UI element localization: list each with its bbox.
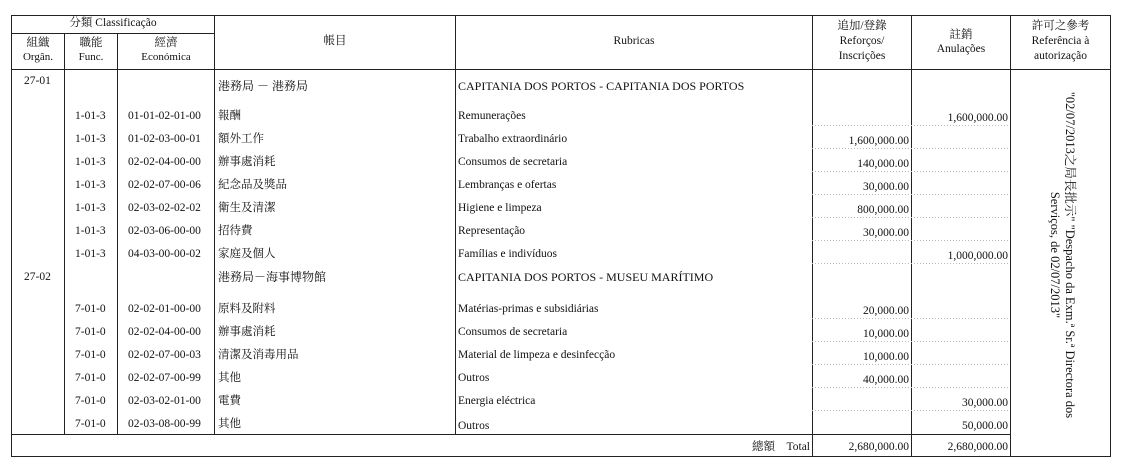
- row-0-zh: 港務局 － 港務局: [218, 79, 309, 93]
- row-10-plus: 10,000.00: [863, 328, 909, 340]
- row-3-econ: 02-02-04-00-00: [128, 156, 201, 168]
- row-5-zh: 衛生及清潔: [218, 202, 276, 214]
- header-org: 組織: [26, 37, 50, 49]
- header-org-sub: Orgân.: [22, 51, 54, 63]
- header-econ-sub: Económica: [141, 51, 191, 63]
- row-11-zh: 清潔及消毒用品: [218, 349, 299, 361]
- header-annul-sub: Anulações: [936, 43, 986, 55]
- row-6-plus: 30,000.00: [863, 227, 909, 239]
- row-2-pt: Trabalho extraordinário: [458, 133, 568, 145]
- row-7-zh: 家庭及個人: [218, 248, 276, 260]
- header-reinforce-sub1: Reforços/: [839, 35, 885, 47]
- row-3-zh: 辦事處消耗: [218, 156, 276, 168]
- row-12-func: 7-01-0: [75, 372, 106, 384]
- row-6-pt: Representação: [458, 225, 526, 237]
- row-14-zh: 其他: [218, 418, 241, 430]
- row-9-econ: 02-02-01-00-00: [128, 303, 201, 315]
- row-0-org: 27-01: [24, 75, 51, 87]
- total-plus: 2,680,000.00: [848, 441, 909, 453]
- row-8-zh: 港務局－海事博物館: [218, 270, 327, 284]
- row-4-zh: 紀念品及獎品: [218, 179, 287, 191]
- header-func-sub: Func.: [78, 51, 104, 63]
- row-3-pt: Consumos de secretaria: [458, 156, 568, 168]
- row-7-minus: 1,000,000.00: [947, 250, 1008, 262]
- row-8-org: 27-02: [24, 271, 51, 283]
- row-3-plus: 140,000.00: [857, 158, 909, 170]
- row-11-func: 7-01-0: [75, 349, 106, 361]
- header-reinforce-sub2: Inscrições: [838, 50, 886, 62]
- row-5-pt: Higiene e limpeza: [458, 202, 542, 214]
- row-9-plus: 20,000.00: [863, 305, 909, 317]
- header-ref: 許可之參考: [1031, 20, 1090, 32]
- header-rubricas: Rubricas: [613, 35, 655, 47]
- header-func: 職能: [79, 37, 103, 49]
- row-14-pt: Outros: [458, 420, 490, 432]
- row-4-econ: 02-02-07-00-06: [128, 179, 201, 191]
- authorization-text: "02/07/2013之局長批示" "Despacho da Exm.ª Sr.ª Directora dos Serviços, de 02/07/2013": [1048, 91, 1077, 419]
- row-1-minus: 1,600,000.00: [947, 112, 1008, 124]
- header-ref-sub1: Referência à: [1031, 35, 1090, 47]
- row-4-pt: Lembranças e ofertas: [458, 179, 557, 191]
- row-8-pt: CAPITANIA DOS PORTOS - MUSEU MARÍTIMO: [458, 270, 714, 284]
- row-6-zh: 招待費: [218, 225, 253, 237]
- row-10-pt: Consumos de secretaria: [458, 326, 568, 338]
- row-9-func: 7-01-0: [75, 303, 106, 315]
- row-13-econ: 02-03-02-01-00: [128, 395, 201, 407]
- row-11-pt: Material de limpeza e desinfecção: [458, 349, 616, 361]
- total-label: 總額 Total: [752, 441, 810, 453]
- row-1-func: 1-01-3: [75, 110, 106, 122]
- row-6-econ: 02-03-06-00-00: [128, 225, 201, 237]
- row-1-pt: Remunerações: [458, 110, 526, 122]
- row-4-plus: 30,000.00: [863, 181, 909, 193]
- row-5-plus: 800,000.00: [857, 204, 909, 216]
- row-1-zh: 報酬: [218, 110, 241, 122]
- row-12-zh: 其他: [218, 372, 241, 384]
- row-3-func: 1-01-3: [75, 156, 106, 168]
- total-minus: 2,680,000.00: [947, 441, 1008, 453]
- row-7-func: 1-01-3: [75, 248, 106, 260]
- row-7-econ: 04-03-00-00-02: [128, 248, 201, 260]
- header-econ: 經濟: [154, 37, 178, 49]
- authorization-note: [1012, 70, 1112, 440]
- row-2-plus: 1,600,000.00: [848, 135, 909, 147]
- row-11-plus: 10,000.00: [863, 351, 909, 363]
- row-9-zh: 原料及附料: [218, 303, 276, 315]
- row-13-minus: 30,000.00: [962, 397, 1008, 409]
- row-0-pt: CAPITANIA DOS PORTOS - CAPITANIA DOS PORTOS: [458, 79, 745, 93]
- row-14-minus: 50,000.00: [962, 420, 1008, 432]
- row-1-econ: 01-01-02-01-00: [128, 110, 201, 122]
- row-10-zh: 辦事處消耗: [218, 326, 276, 338]
- row-2-zh: 額外工作: [218, 133, 264, 145]
- row-5-func: 1-01-3: [75, 202, 106, 214]
- row-4-func: 1-01-3: [75, 179, 106, 191]
- header-classification: 分類 Classificação: [69, 17, 157, 29]
- row-12-pt: Outros: [458, 372, 490, 384]
- row-13-func: 7-01-0: [75, 395, 106, 407]
- row-5-econ: 02-03-02-02-02: [128, 202, 201, 214]
- row-13-pt: Energia eléctrica: [458, 395, 536, 407]
- row-14-econ: 02-03-08-00-99: [128, 418, 201, 430]
- row-2-econ: 01-02-03-00-01: [128, 133, 201, 145]
- header-account: 帳目: [323, 35, 347, 47]
- row-13-zh: 電費: [218, 395, 241, 407]
- header-reinforce: 追加/登錄: [837, 20, 887, 32]
- row-10-func: 7-01-0: [75, 326, 106, 338]
- row-6-func: 1-01-3: [75, 225, 106, 237]
- row-10-econ: 02-02-04-00-00: [128, 326, 201, 338]
- row-12-plus: 40,000.00: [863, 374, 909, 386]
- header-annul: 註銷: [949, 29, 973, 41]
- row-2-func: 1-01-3: [75, 133, 106, 145]
- row-11-econ: 02-02-07-00-03: [128, 349, 201, 361]
- row-9-pt: Matérias-primas e subsidiárias: [458, 303, 599, 315]
- row-14-func: 7-01-0: [75, 418, 106, 430]
- row-7-pt: Famílias e indivíduos: [458, 248, 558, 260]
- header-ref-sub2: autorização: [1034, 50, 1087, 62]
- row-12-econ: 02-02-07-00-99: [128, 372, 201, 384]
